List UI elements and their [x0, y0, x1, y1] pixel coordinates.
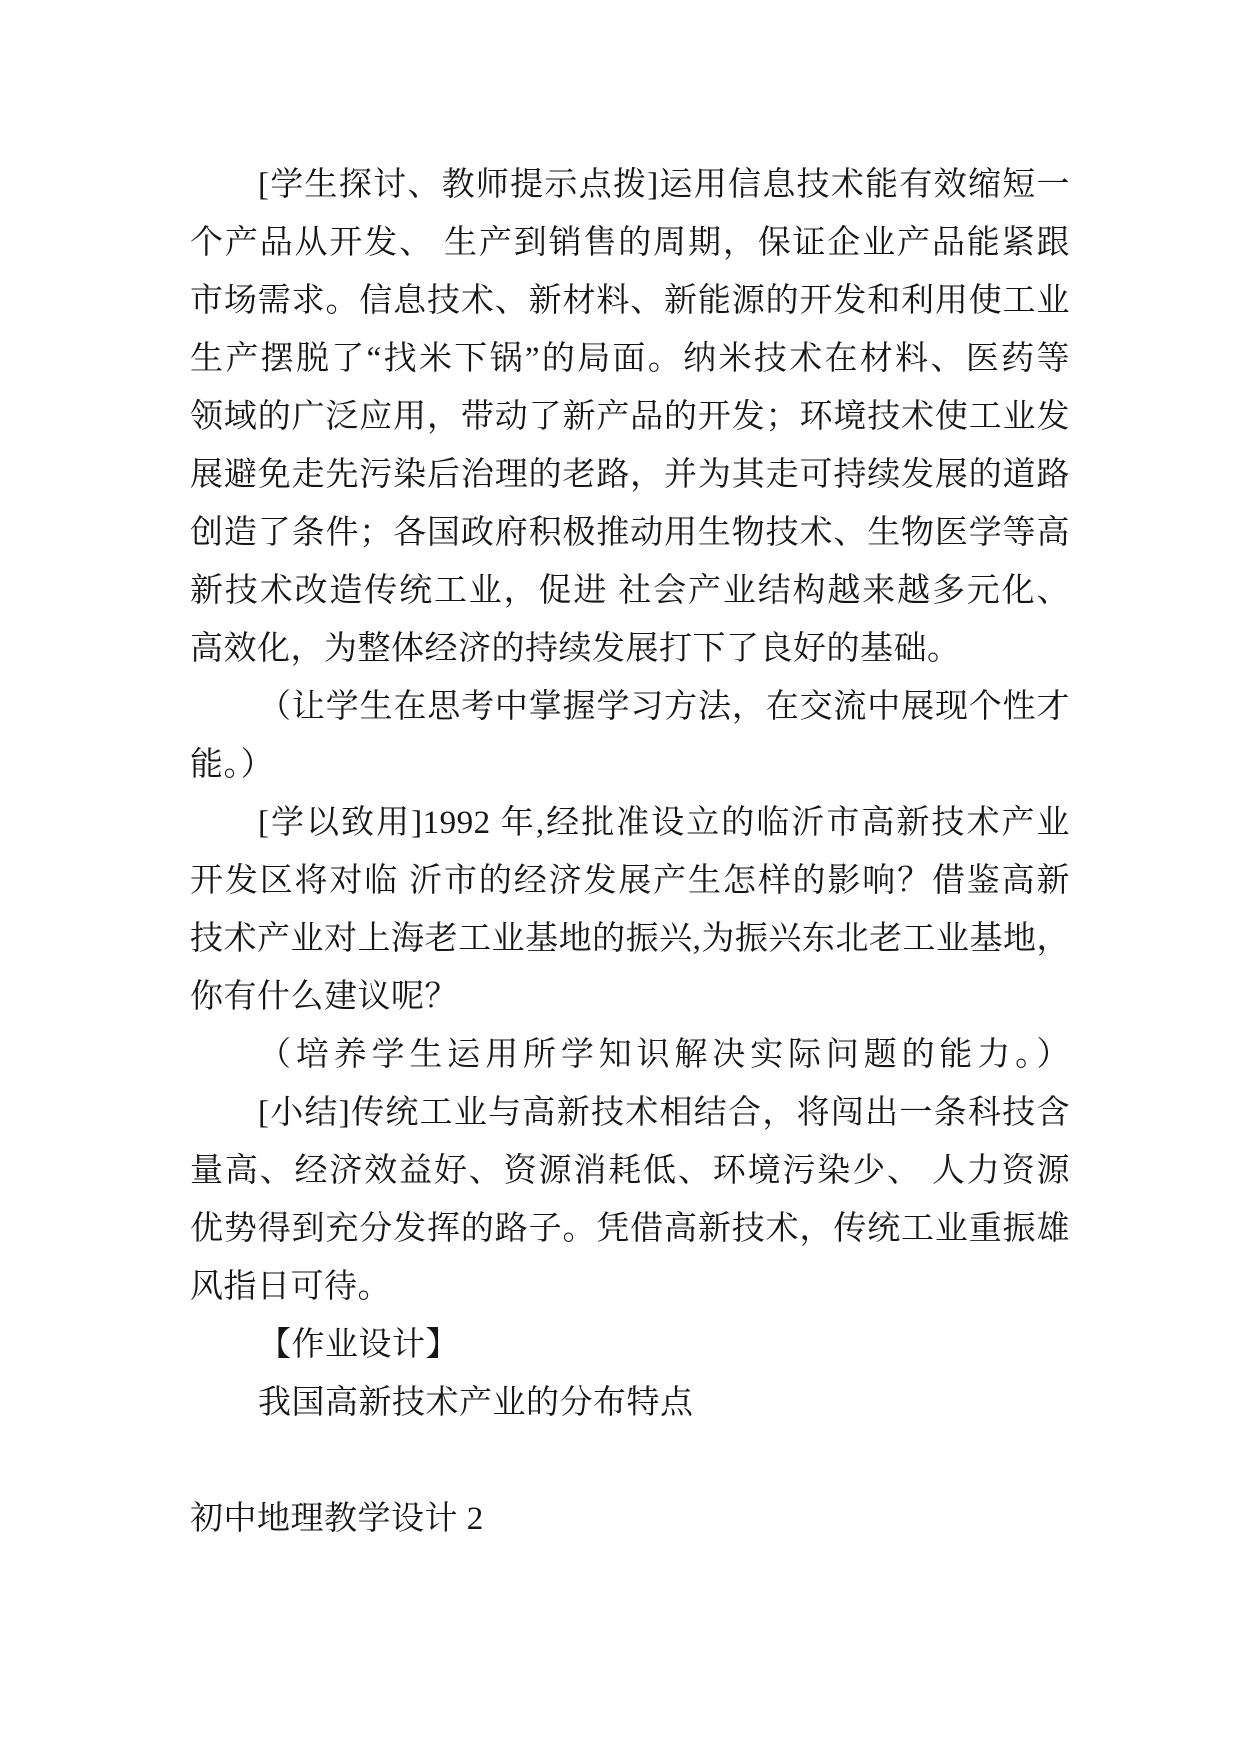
text-line: 风指日可待。 [190, 1269, 391, 1305]
text-line: 市场需求。信息技术、新材料、新能源的开发和利用使工业 [190, 283, 1070, 319]
paragraph-teaching-note-1 [190, 678, 1070, 794]
text-line: 你有什么建议呢？ [190, 979, 458, 1015]
paragraph-apply-knowledge [190, 794, 1070, 1026]
text-line: 量高、经济效益好、资源消耗低、环境污染少、 人力资源 [190, 1153, 1070, 1189]
text-line: [学生探讨、教师提示点拨]运用信息技术能有效缩短一 [258, 167, 1070, 203]
text-line: [学以致用]1992 年,经批准设立的临沂市高新技术产业 [258, 805, 1070, 841]
text-line: 个产品从开发、 生产到销售的周期，保证企业产品能紧跟 [190, 225, 1070, 261]
paragraph-summary [190, 1084, 1070, 1316]
text-line: 初中地理教学设计 2 [190, 1501, 484, 1537]
text-line: 【作业设计】 [258, 1327, 459, 1363]
paragraph-teaching-note-2 [190, 1026, 1070, 1084]
text-line: （让学生在思考中掌握学习方法，在交流中展现个性才 [258, 689, 1070, 725]
text-line: 开发区将对临 沂市的经济发展产生怎样的影响？借鉴高新 [190, 863, 1070, 899]
text-line: 优势得到充分发挥的路子。凭借高新技术，传统工业重振雄 [190, 1211, 1070, 1247]
paragraph-section-title [190, 1490, 1070, 1548]
paragraph-student-discussion [190, 156, 1070, 678]
text-line: 新技术改造传统工业，促进 社会产业结构越来越多元化、 [190, 573, 1070, 609]
text-line: 能。） [190, 747, 274, 783]
paragraph-homework-heading [190, 1316, 1070, 1374]
text-line: 展避免走先污染后治理的老路，并为其走可持续发展的道路 [190, 457, 1070, 493]
text-line: 生产摆脱了“找米下锅”的局面。纳米技术在材料、医药等 [190, 341, 1070, 377]
text-line: 高效化，为整体经济的持续发展打下了良好的基础。 [190, 631, 961, 667]
text-line: 创造了条件；各国政府积极推动用生物技术、生物医学等高 [190, 515, 1070, 551]
text-line: 技术产业对上海老工业基地的振兴,为振兴东北老工业基地， [190, 921, 1070, 957]
text-line: [小结]传统工业与高新技术相结合，将闯出一条科技含 [258, 1095, 1070, 1131]
text-line: （培养学生运用所学知识解决实际问题的能力。） [258, 1037, 1070, 1073]
text-line: 领域的广泛应用，带动了新产品的开发；环境技术使工业发 [190, 399, 1070, 435]
paragraph-homework-topic [190, 1374, 1070, 1432]
text-line: 我国高新技术产业的分布特点 [258, 1385, 694, 1421]
document-body [190, 156, 1070, 1548]
